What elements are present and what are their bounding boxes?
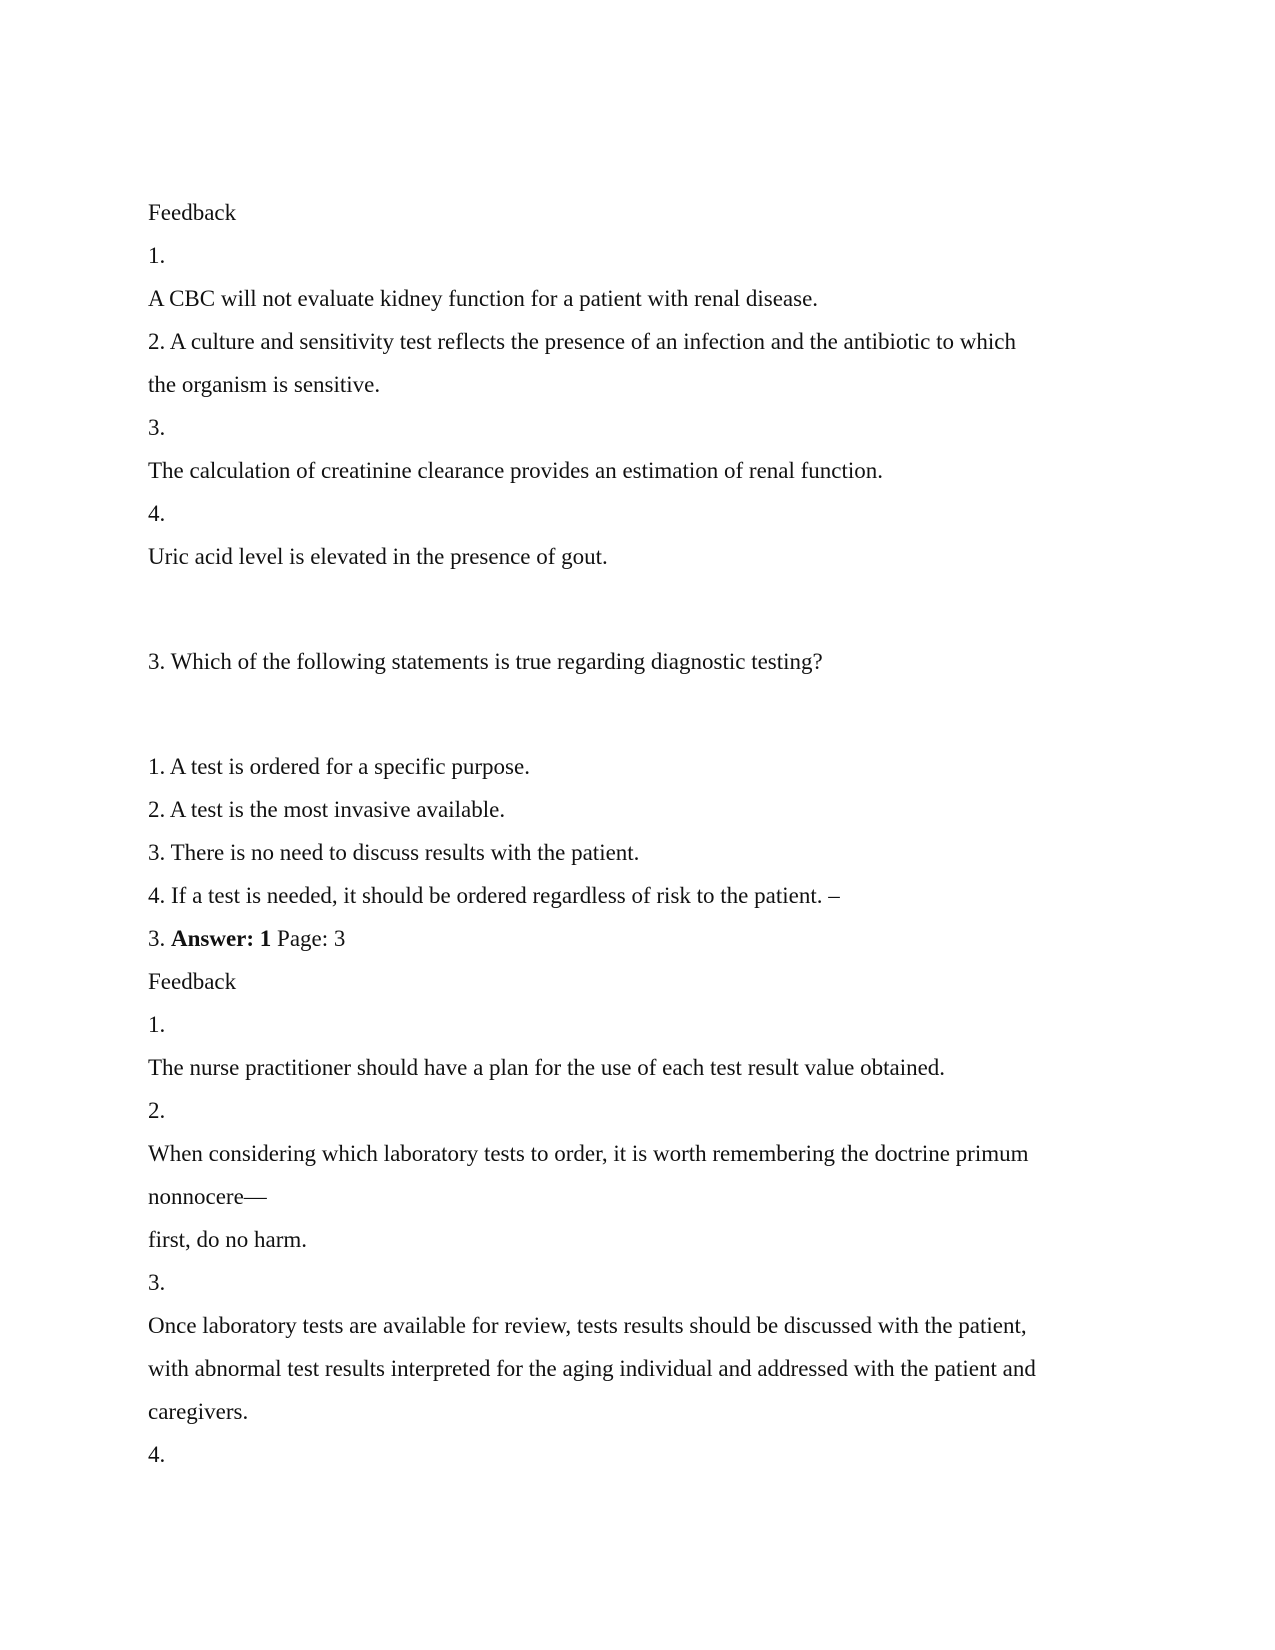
feedback-item-number: 4.	[148, 1442, 166, 1467]
feedback-heading: Feedback	[148, 200, 237, 225]
answer-option: 1. A test is ordered for a specific purpose.	[148, 754, 530, 779]
feedback-item-text: nonnocere—	[148, 1184, 267, 1209]
question-text: 3. Which of the following statements is true regarding diagnostic testing?	[148, 649, 823, 674]
answer-option: 4. If a test is needed, it should be ordered regardless of risk to the patient. –	[148, 883, 840, 908]
feedback-item-number: 2.	[148, 1098, 166, 1123]
feedback-item-number: 3.	[148, 1270, 166, 1295]
answer-prefix: 3.	[148, 926, 166, 951]
feedback-heading: Feedback	[148, 969, 237, 994]
feedback-item-text: first, do no harm.	[148, 1227, 308, 1252]
spacer	[148, 683, 1128, 745]
answer-page: Page: 3	[277, 926, 346, 951]
feedback-item-text: the organism is sensitive.	[148, 372, 381, 397]
feedback-item-text: 2. A culture and sensitivity test reflects the presence of an infection and the antibiotic to which	[148, 329, 1016, 354]
feedback-item-text: When considering which laboratory tests to order, it is worth remembering the doctrine primum	[148, 1141, 1029, 1166]
feedback-item-number: 1.	[148, 1012, 166, 1037]
answer-line	[148, 917, 1128, 960]
feedback-item-text: The nurse practitioner should have a plan for the use of each test result value obtained.	[148, 1055, 946, 1080]
feedback-item-text: Once laboratory tests are available for review, tests results should be discussed with the patient,	[148, 1313, 1027, 1338]
feedback-item-number: 1.	[148, 243, 166, 268]
feedback-item-text: A CBC will not evaluate kidney function for a patient with renal disease.	[148, 286, 819, 311]
feedback-item-number: 4.	[148, 501, 166, 526]
feedback-item-number: 3.	[148, 415, 166, 440]
feedback-item-text: The calculation of creatinine clearance provides an estimation of renal function.	[148, 458, 884, 483]
feedback-item-text: caregivers.	[148, 1399, 249, 1424]
spacer	[148, 578, 1128, 640]
document-body	[148, 191, 1128, 1476]
answer-option: 3. There is no need to discuss results with the patient.	[148, 840, 640, 865]
answer-label: Answer: 1	[171, 926, 272, 951]
feedback-item-text: Uric acid level is elevated in the presence of gout.	[148, 544, 608, 569]
answer-option: 2. A test is the most invasive available.	[148, 797, 506, 822]
feedback-item-text: with abnormal test results interpreted for the aging individual and addressed with the patient and	[148, 1356, 1036, 1381]
